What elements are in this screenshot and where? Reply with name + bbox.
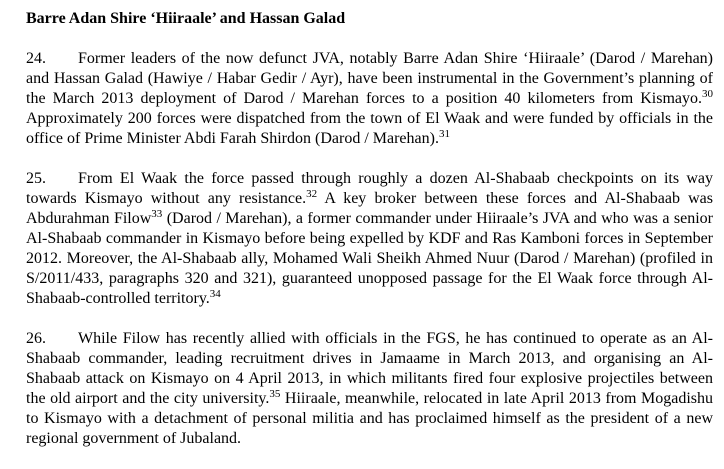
footnote-ref[interactable]: 30 [702, 88, 713, 100]
paragraph-number: 26. [26, 330, 46, 347]
paragraph-text: Hiiraale, meanwhile, relocated in late April 2013 from Mogadishu to Kismayo with a detachment of personal militia and has proclaimed himself as the president of a new regional government of Jubaland. [26, 390, 714, 447]
paragraph-text: While Filow has recently allied with officials in the FGS, he has continued to operate as an Al-Shabaab commander, leading recruitment drives in Jamaame in March 2013, and organising an Al-Shabaab attack on Kismayo on 4 April 2013, in which militants fired four explosive projectiles between the old airport and the city university. [26, 330, 713, 407]
footnote-ref[interactable]: 33 [151, 208, 163, 220]
paragraph-text: Former leaders of the now defunct JVA, notably Barre Adan Shire ‘Hiiraale’ (Darod / Marehan) and Hassan Galad (Hawiye / Habar Gedir / Ayr), have been instrumental in the Government’s planning of the March 2013 deployment of Darod / Marehan forces to a position 40 kilometers from Kismayo. [26, 50, 713, 107]
paragraph-24 [26, 49, 713, 149]
paragraph-text: Approximately 200 forces were dispatched from the town of El Waak and were funded by officials in the office of Prime Minister Abdi Farah Shirdon (Darod / Marehan). [26, 110, 713, 147]
paragraph-text: (Darod / Marehan), a former commander under Hiiraale’s JVA and who was a senior Al-Shabaab commander in Kismayo before being expelled by KDF and Ras Kamboni forces in September 2012. Moreover, the Al-Shabaab ally, Mohamed Wali Sheikh Ahmed Nuur (Darod / Marehan) (profiled in S/2011/433, paragraphs 320 and 321), guaranteed unopposed passage for the El Waak force through Al-Shabaab-controlled territory. [26, 210, 714, 307]
footnote-ref[interactable]: 31 [438, 128, 450, 140]
paragraph-text: A key broker between these forces and Al-Shabaab was Abdurahman Filow [26, 190, 714, 227]
paragraph-text: From El Waak the force passed through roughly a dozen Al-Shabaab checkpoints on its way towards Kismayo without any resistance. [26, 170, 713, 207]
section-heading: Barre Adan Shire ‘Hiiraale’ and Hassan Galad [26, 10, 346, 27]
paragraph-number: 24. [26, 50, 46, 67]
paragraph-number: 25. [26, 170, 46, 187]
footnote-ref[interactable]: 34 [209, 288, 221, 300]
paragraph-25 [26, 169, 713, 309]
footnote-ref[interactable]: 35 [269, 388, 281, 400]
document-page [26, 9, 713, 469]
footnote-ref[interactable]: 32 [306, 188, 318, 200]
paragraph-26 [26, 329, 713, 449]
